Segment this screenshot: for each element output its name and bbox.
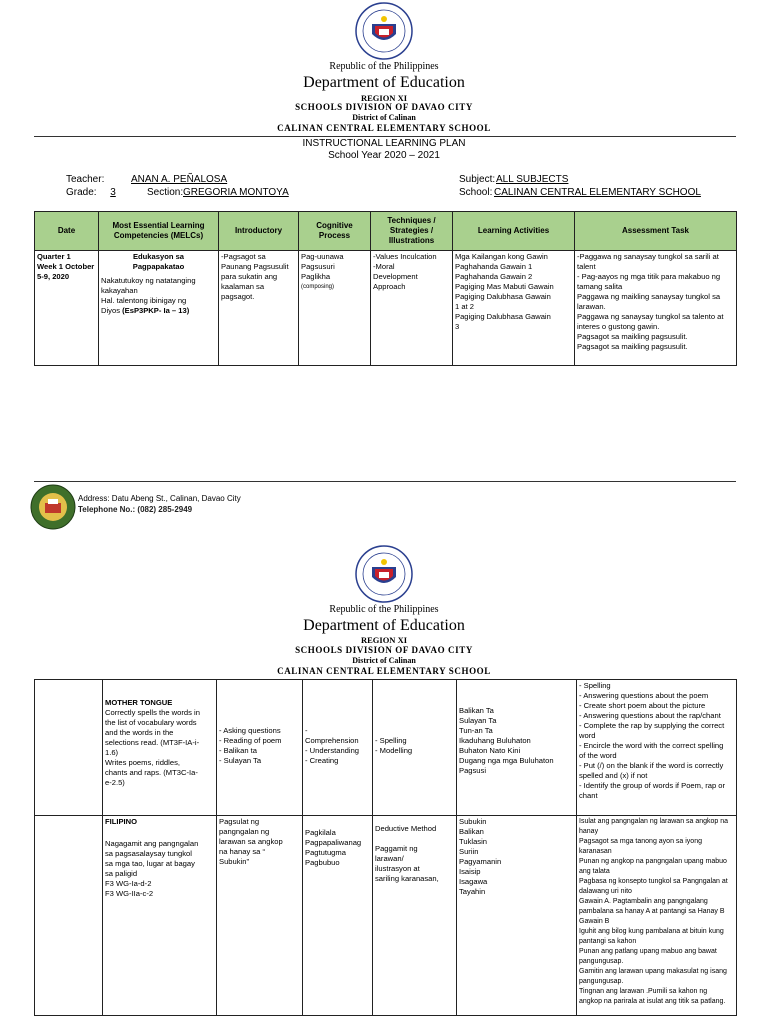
header-date: Date [35,212,99,251]
teacher-label: Teacher: [66,174,105,185]
assessment-line: -Paggawa ng sanaysay tungkol sa sarili at [577,252,719,261]
melc-line: sa pagsasalaysay tungkol [105,849,192,858]
assessment-line: - Encircle the word with the correct spelling [579,741,724,750]
section-label: Section: [147,187,184,198]
intro-line: pangngalan ng [219,827,270,836]
assessment-line: Tingnan ang larawan .Pumili sa kahon ng [579,988,708,995]
assessment-line: angkop na parirala at isulat ang titik sa patlang. [579,998,726,1005]
activity-line: Isaisip [459,867,481,876]
mt-melc-cell [103,680,217,816]
melc-line: sa mga tao, lugar at bagay [105,859,195,868]
assessment-line: of the word [579,751,617,760]
assessment-line: Pagbasa ng konsepto tungkol sa Pangngalan at [579,878,728,885]
technique-line: Deductive Method [375,824,437,833]
intro-line: - Sulayan Ta [219,756,262,765]
melc-cell [99,251,219,366]
mt-assessment-cell [577,680,737,816]
intro-line: pagsagot. [221,292,255,301]
assessment-line: Punan ang patlang upang mabuo ang bawat [579,948,717,955]
activity-line: Pagyamanin [459,857,502,866]
header-divider [34,136,736,137]
technique-line: sariling karanasan, [375,874,439,883]
school-year: School Year 2020 – 2021 [328,150,440,161]
melc-line: sa paligid [105,869,138,878]
district-label: District of Calinan [352,656,416,665]
assessment-line: ang talata [579,868,610,875]
activity-line: Pagiging Dalubhasa Gawain [455,292,551,301]
cognitive-line: Pagsusuri [301,262,335,271]
intro-line: - Balikan ta [219,746,257,755]
fil-melc-cell [103,816,217,1016]
intro-line: Pagsulat ng [219,817,260,826]
school-label: CALINAN CENTRAL ELEMENTARY SCHOOL [277,666,491,676]
activity-line: Balikan Ta [459,706,494,715]
assessment-line: pangungusap. [579,958,624,965]
assessment-line: - Spelling [579,681,611,690]
republic-label: Republic of the Philippines [329,61,439,72]
cognitive-line: Comprehension [305,736,359,745]
fil-assessment-cell [577,816,737,1016]
address-text: Address: Datu Abeng St., Calinan, Davao City [78,494,241,503]
melc-code: (EsP3PKP- Ia – 13) [122,306,190,315]
activity-line: Tun-an Ta [459,726,493,735]
cognitive-cell [299,251,371,366]
cognitive-line: Paglikha [301,272,331,281]
intro-line: larawan sa angkop [219,837,283,846]
melc-line: and the words in the [105,728,174,737]
cognitive-note: (composing) [301,284,335,290]
department-title: Department of Education [303,617,465,634]
activity-line: Balikan [459,827,484,836]
intro-line: Paunang Pagsusulit [221,262,289,271]
school-label: CALINAN CENTRAL ELEMENTARY SCHOOL [277,123,491,133]
cognitive-line: Pag-uunawa [301,252,344,261]
melc-line: kakayahan [101,286,138,295]
mt-cognitive-cell [303,680,373,816]
fil-cognitive-cell [303,816,373,1016]
intro-line: Subukin” [219,857,249,866]
date-cell-empty [35,816,103,1016]
technique-line: - Spelling [375,736,407,745]
techniques-cell [371,251,453,366]
melc-line: Hal. talentong ibinigay ng [101,296,187,305]
fil-activities-cell [457,816,577,1016]
assessment-line: word [579,731,596,740]
table-row [35,251,737,366]
date-line: Week 1 October [37,262,95,271]
assessment-line: chant [579,791,598,800]
melc-line: the list of vocabulary words [105,718,197,727]
learning-plan-table [34,211,737,366]
assessment-line: talent [577,262,596,271]
assessment-line: - Complete the rap by supplying the correct [579,721,725,730]
mt-activities-cell [457,680,577,816]
assessment-line: - Answering questions about the poem [579,691,709,700]
plan-title: INSTRUCTIONAL LEARNING PLAN [302,138,466,149]
technique-line: -Moral [373,262,395,271]
melc-line: chants and raps. (MT3C-Ia- [105,768,198,777]
assessment-line: pangungusap. [579,978,624,985]
assessment-line: dalawang uri nito [579,888,632,895]
activity-line: Paghahanda Gawain 2 [455,272,533,281]
assessment-line: - Identify the group of words if Poem, rap or [579,781,726,790]
date-cell-empty [35,680,103,816]
technique-line: Paggamit ng [375,844,418,853]
intro-line: na hanay sa “ [219,847,266,856]
header-cognitive: Cognitive Process [299,212,371,251]
technique-line: - Modelling [375,746,413,755]
cognitive-line: - [305,726,308,735]
melc-text: Diyos [101,306,120,315]
division-label: SCHOOLS DIVISION OF DAVAO CITY [295,102,473,112]
assessment-line: - Put (/) on the blank if the word is correctly [579,761,724,770]
grade-value: 3 [110,187,116,198]
activity-line: Buhaton Nato Kini [459,746,521,755]
mt-title: MOTHER TONGUE [105,698,173,707]
activity-line: Pagsusi [459,766,487,775]
assessment-line: Punan ng angkop na pangngalan upang mabuo [579,858,727,865]
assessment-line: Pagsagot sa maikling pagsusulit. [577,332,688,341]
table-row [35,816,737,1016]
activity-line: Tuklasin [459,837,487,846]
header-melcs: Most Essential Learning Competencies (MELCs) [99,212,219,251]
telephone-text: Telephone No.: (082) 285-2949 [78,505,193,514]
melc-line: F3 WG-IIa-c-2 [105,889,154,898]
activity-line: Tayahin [459,887,486,896]
section-value: GREGORIA MONTOYA [183,187,289,198]
intro-line: para sukatin ang [221,272,278,281]
region-label: REGION XI [360,93,408,103]
assessment-line: - Pag-aayos ng mga titik para makabuo ng [577,272,721,281]
technique-line: Development [373,272,418,281]
assessment-cell [575,251,737,366]
technique-line: larawan/ [375,854,404,863]
cognitive-line: Pagbubuo [305,858,340,867]
header-assessment: Assessment Task [575,212,737,251]
department-title: Department of Education [303,74,465,91]
school-info-value: CALINAN CENTRAL ELEMENTARY SCHOOL [494,187,701,198]
cognitive-line: - Creating [305,756,339,765]
activity-line: Pagiging Dalubhasa Gawain [455,312,551,321]
activity-line: Paghahanda Gawain 1 [455,262,533,271]
header-activities: Learning Activities [453,212,575,251]
assessment-line: Gawain A. Pagtambalin ang pangngalang [579,898,708,905]
grade-label: Grade: [66,187,97,198]
activity-line: 1 at 2 [455,302,474,311]
assessment-line: Paggawa ng maikling sanaysay tungkol sa [577,292,721,301]
table-header-row [35,212,737,251]
assessment-line: Isulat ang pangngalan ng larawan sa angkop na [579,818,729,825]
learning-plan-table-page2 [34,679,737,1016]
activity-line: 3 [455,322,460,331]
intro-line: - Reading of poem [219,736,282,745]
assessment-line: pambalana sa hanay A at pantangi sa Hanay B [579,908,725,915]
assessment-line: pantangi sa kahon [579,938,637,945]
melc-line: selections read. (MT3F-IA-i- [105,738,200,747]
fil-title: FILIPINO [105,817,138,826]
assessment-line: spelled and (x) if not [579,771,648,780]
activity-line: Suriin [459,847,479,856]
activities-cell [453,251,575,366]
header-introductory: Introductory [219,212,299,251]
activity-line: Isagawa [459,877,488,886]
assessment-line: hanay [579,828,599,835]
introductory-cell [219,251,299,366]
assessment-line: interes o gustong gawin. [577,322,660,331]
melc-line: Correctly spells the words in [105,708,200,717]
technique-line: -Values Inculcation [373,252,437,261]
melc-line [101,306,216,316]
assessment-line: Pagsagot sa maikling pagsusulit. [577,342,688,351]
assessment-line: Iguhit ang bilog kung pambalana at bituin kung [579,928,724,935]
cognitive-line: - Understanding [305,746,360,755]
melc-line: Nakatutukoy ng natatanging [101,276,196,285]
cognitive-line: Pagpapaliwanag [305,838,362,847]
assessment-line: karanasan [579,848,612,855]
assessment-line: Paggawa ng sanaysay tungkol sa talento at [577,312,724,321]
cognitive-line: Pagkilala [305,828,336,837]
footer-divider [34,481,736,482]
assessment-line: - Answering questions about the rap/chant [579,711,721,720]
assessment-line: tamang salita [577,282,623,291]
assessment-line: - Create short poem about the picture [579,701,706,710]
date-line: Quarter 1 [37,252,71,261]
school-logo [30,484,76,530]
intro-line: - Asking questions [219,726,281,735]
activity-line: Dugang nga mga Buluhaton [459,756,554,765]
melc-title: Edukasyon sa [132,252,185,261]
assessment-line: Gamitin ang larawan upang makasulat ng isang [579,968,727,975]
division-label: SCHOOLS DIVISION OF DAVAO CITY [295,645,473,655]
melc-line: 1.6) [105,748,119,757]
header-techniques: Techniques / Strategies / Illustrations [371,212,453,251]
date-cell [35,251,99,366]
melc-title: Pagpapakatao [132,262,185,271]
activity-line: Mga Kailangan kong Gawin [455,252,548,261]
technique-line: Approach [373,282,406,291]
activity-line: Ikaduhang Buluhaton [459,736,531,745]
school-info-label: School: [459,187,493,198]
melc-line: Writes poems, riddles, [105,758,180,767]
deped-seal [355,2,413,60]
melc-line: F3 WG-Ia-d-2 [105,879,152,888]
mt-introductory-cell [217,680,303,816]
mt-techniques-cell [373,680,457,816]
table-row [35,680,737,816]
intro-line: -Pagsagot sa [221,252,266,261]
assessment-line: Pagsagot sa mga tanong ayon sa iyong [579,838,702,845]
fil-introductory-cell [217,816,303,1016]
melc-line: Nagagamit ang pangngalan [105,839,199,848]
intro-line: kaalaman sa [221,282,265,291]
date-line: 5-9, 2020 [37,272,70,281]
technique-line: ilustrasyon at [375,864,420,873]
republic-label: Republic of the Philippines [329,604,439,615]
region-label: REGION XI [360,635,408,645]
fil-techniques-cell [373,816,457,1016]
assessment-line: Gawain B [579,918,610,925]
activity-line: Subukin [459,817,487,826]
activity-line: Pagiging Mas Mabuti Gawain [455,282,554,291]
subject-value: ALL SUBJECTS [496,174,569,185]
teacher-value: ANAN A. PEÑALOSA [131,174,228,185]
subject-label: Subject: [459,174,496,185]
activity-line: Sulayan Ta [459,716,497,725]
cognitive-line: Pagtutugma [305,848,346,857]
district-label: District of Calinan [352,113,416,122]
deped-seal-page2 [355,545,413,603]
melc-line: e-2.5) [105,778,125,787]
assessment-line: larawan. [577,302,606,311]
